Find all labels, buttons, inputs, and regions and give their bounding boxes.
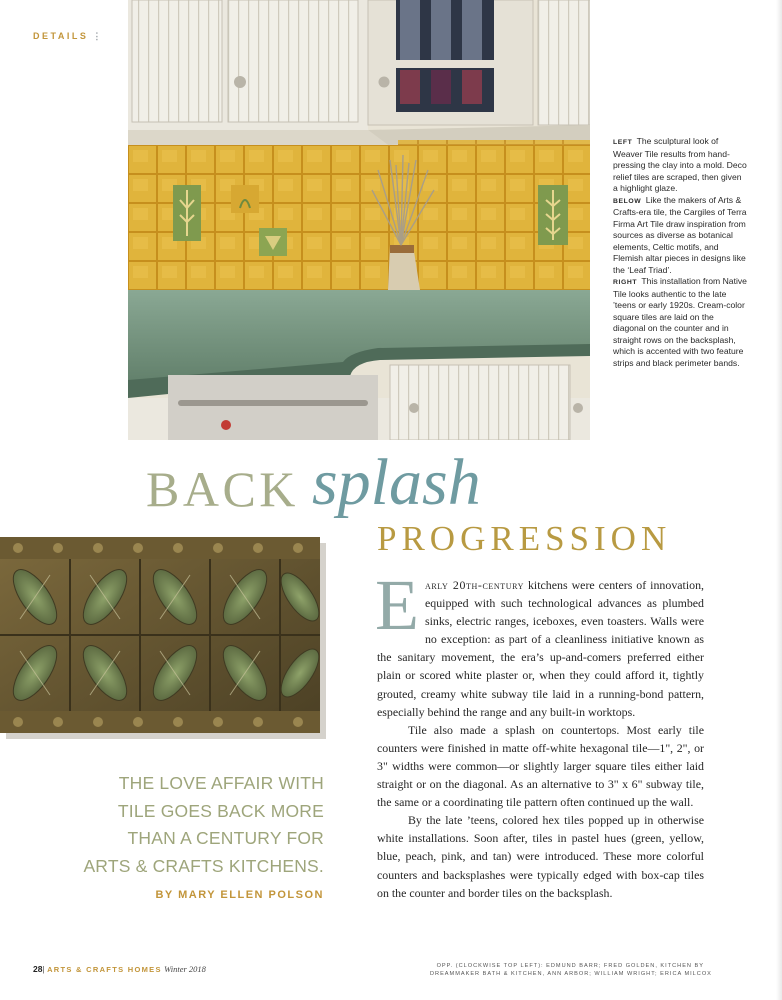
section-label: DETAILS bbox=[33, 31, 89, 41]
byline: BY MARY ELLEN POLSON bbox=[155, 889, 324, 901]
caption-right-text: This installation from Native Tile looks authentic to the late ’teens or early 1920s. Cream-color square tiles are laid on the diagonal on the counter and in straight rows on the backsplash, which is accented with two feature strips and black perimeter bands. bbox=[613, 276, 747, 368]
folio bbox=[33, 964, 206, 974]
page-number: 28 bbox=[33, 964, 43, 974]
credits-line: OPP. (CLOCKWISE TOP LEFT): EDMUND BARR; FRED GOLDEN, KITCHEN BY bbox=[436, 963, 704, 969]
caption-below bbox=[613, 195, 748, 277]
magazine-name: ARTS & CRAFTS HOMES bbox=[47, 965, 162, 974]
section-tag bbox=[33, 31, 101, 42]
section-mark: ⋮ bbox=[92, 31, 102, 41]
page-edge bbox=[776, 0, 782, 1000]
headline-progression: PROGRESSION bbox=[377, 519, 672, 558]
lead-in: arly 20th-century bbox=[424, 578, 524, 592]
article-paragraph bbox=[375, 565, 705, 721]
paragraph-text: kitchens were centers of innovation, equipped with such technological advances as plumbed sinks, electric ranges, iceboxes, even toasters. Walls were no exception: as part of a cleanliness initiative known as the sanitary movement, the era’s up-and-comers preferred either plain or scored white plaster or, when they could afford it, tightly grouted, creamy white subway tile laid in a running-bond pattern, especially behind the range and any built-in worktops. bbox=[377, 578, 705, 719]
deck-line: TILE GOES BACK MORE bbox=[117, 800, 324, 821]
deck-line: ARTS & CRAFTS KITCHENS. bbox=[83, 855, 324, 876]
credits-line: DREAMMAKER BATH & KITCHEN, ANN ARBOR; WILLIAM WRIGHT; ERICA MILCOX bbox=[430, 971, 712, 977]
article-paragraph: By the late ’teens, colored hex tiles popped up in otherwise white installations. Soon after, tiles in pastel hues (green, yellow, blue, peach, pink, and tan) were introduced. These more colorful counters and backsplashes were typically edged with box-cap tiles on the counter and border tiles on the backsplash. bbox=[377, 813, 704, 900]
folio-separator: | bbox=[42, 964, 45, 974]
headline-splash: splash bbox=[312, 446, 481, 519]
deck-line: THAN A CENTURY FOR bbox=[127, 828, 324, 848]
caption-left bbox=[613, 136, 748, 195]
article-paragraph: Tile also made a splash on countertops. Most early tile counters were finished in matte off-white hexagonal tile—1", 2", or 3" widths were common—or slightly larger square tiles either laid straight or on the diagonal. As an alternative to 3" x 6" subway tile, the same or a coordinating tile pattern often continued up the wall. bbox=[377, 722, 704, 810]
deck bbox=[70, 770, 324, 880]
caption-below-label: BELOW bbox=[613, 197, 642, 205]
issue-date: Winter 2018 bbox=[164, 964, 206, 974]
kitchen-photo bbox=[128, 0, 590, 440]
caption-below-text: Like the makers of Arts & Crafts-era tile, the Cargiles of Terra Firma Art Tile draw inspiration from sources as diverse as botanical elements, Celtic motifs, and Flemish altar pieces in designs like the ‘Leaf Triad’. bbox=[613, 194, 747, 275]
headline-back: BACK bbox=[146, 461, 299, 517]
caption-right bbox=[613, 276, 748, 369]
caption-left-label: LEFT bbox=[613, 139, 633, 146]
article-body bbox=[375, 565, 705, 902]
drop-cap: E bbox=[375, 565, 419, 645]
photo-captions bbox=[613, 136, 748, 369]
relief-tile-photo bbox=[0, 537, 322, 735]
caption-left-text: The sculptural look of Weaver Tile results from hand-pressing the clay into a mold. Deco relief tiles are scraped, then given a highlight glaze. bbox=[613, 136, 747, 193]
caption-right-label: RIGHT bbox=[613, 279, 638, 286]
deck-line: THE LOVE AFFAIR WITH bbox=[118, 773, 324, 793]
photo-credits bbox=[430, 962, 712, 978]
